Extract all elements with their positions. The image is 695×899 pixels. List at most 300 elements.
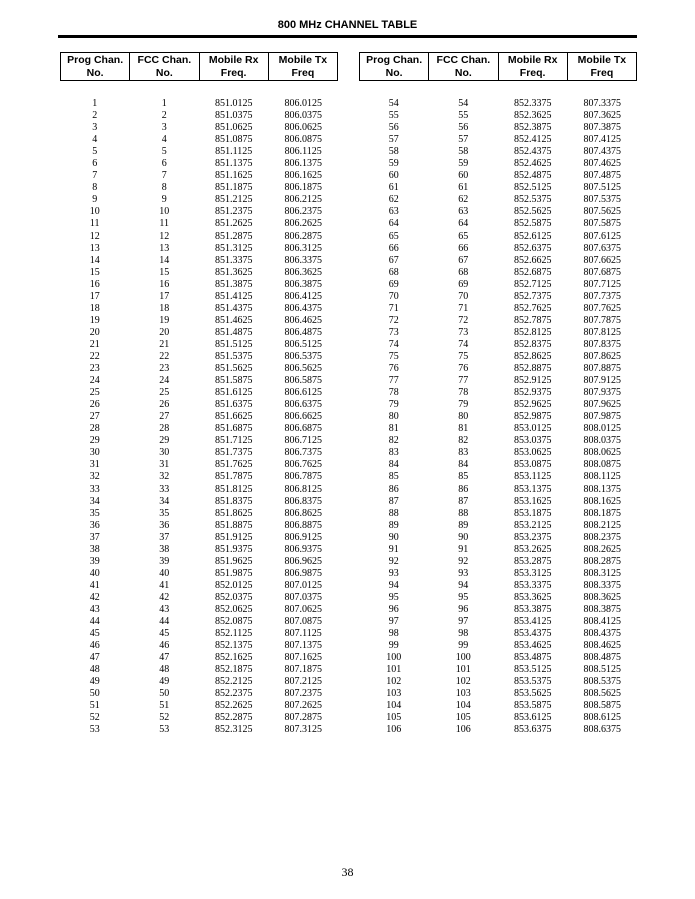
mobile-tx-cell: 806.4875: [284, 326, 322, 338]
table-row: [359, 218, 637, 230]
mobile-rx-cell: 852.0375: [215, 591, 253, 603]
prog-chan-cell: 33: [89, 483, 100, 495]
mobile-tx-cell: 806.6375: [284, 399, 322, 411]
prog-chan-cell: 13: [89, 242, 100, 254]
table-row: [359, 520, 637, 532]
mobile-rx-cell: 853.3625: [514, 591, 552, 603]
table-row: [60, 315, 338, 327]
mobile-rx-cell: 851.2875: [215, 230, 253, 242]
mobile-rx-cell: 851.8875: [215, 519, 253, 531]
mobile-rx-cell: 852.8125: [514, 326, 552, 338]
fcc-chan-cell: 19: [159, 314, 170, 326]
mobile-rx-cell: 851.6625: [215, 411, 253, 423]
table-row: [359, 231, 637, 243]
prog-chan-cell: 72: [388, 314, 399, 326]
mobile-rx-cell: 852.2875: [215, 712, 253, 724]
prog-chan-cell: 104: [386, 700, 402, 712]
header-fcc-chan: FCC Chan. No.: [428, 53, 497, 80]
mobile-rx-cell: 852.5875: [514, 218, 552, 230]
mobile-tx-cell: 806.9375: [284, 543, 322, 555]
mobile-rx-cell: 851.9625: [215, 555, 253, 567]
table-header: [60, 52, 338, 81]
table-row: [60, 447, 338, 459]
mobile-tx-cell: 807.1625: [284, 652, 322, 664]
table-row: [60, 712, 338, 724]
table-row: [60, 194, 338, 206]
mobile-rx-cell: 853.0125: [514, 423, 552, 435]
mobile-tx-cell: 808.4625: [583, 640, 621, 652]
mobile-rx-cell: 851.3875: [215, 278, 253, 290]
mobile-rx-cell: 851.1375: [215, 158, 253, 170]
mobile-tx-cell: 806.9625: [284, 555, 322, 567]
mobile-rx-cell: 852.5125: [514, 182, 552, 194]
fcc-chan-cell: 84: [458, 459, 469, 471]
table-row: [60, 339, 338, 351]
mobile-rx-cell: 853.5625: [514, 688, 552, 700]
prog-chan-cell: 97: [388, 616, 399, 628]
prog-chan-cell: 49: [89, 676, 100, 688]
mobile-rx-cell: 852.8375: [514, 338, 552, 350]
fcc-chan-cell: 22: [159, 350, 170, 362]
fcc-chan-cell: 101: [455, 664, 471, 676]
table-row: [359, 170, 637, 182]
prog-chan-cell: 94: [388, 579, 399, 591]
mobile-tx-cell: 808.1125: [583, 471, 621, 483]
table-row: [359, 110, 637, 122]
table-row: [359, 399, 637, 411]
table-row: [60, 628, 338, 640]
fcc-chan-cell: 106: [455, 724, 471, 736]
prog-chan-cell: 90: [388, 531, 399, 543]
mobile-tx-cell: 806.7375: [284, 447, 322, 459]
mobile-rx-cell: 853.5125: [514, 664, 552, 676]
fcc-chan-cell: 17: [159, 290, 170, 302]
mobile-tx-cell: 808.0625: [583, 447, 621, 459]
prog-chan-cell: 32: [89, 471, 100, 483]
prog-chan-cell: 36: [89, 519, 100, 531]
mobile-rx-cell: 851.4125: [215, 290, 253, 302]
mobile-rx-cell: 851.8375: [215, 495, 253, 507]
table-header: [359, 52, 637, 81]
mobile-rx-cell: 852.4125: [514, 134, 552, 146]
mobile-rx-cell: 852.2625: [215, 700, 253, 712]
prog-chan-cell: 26: [89, 399, 100, 411]
prog-chan-cell: 16: [89, 278, 100, 290]
prog-chan-cell: 101: [386, 664, 402, 676]
mobile-rx-cell: 853.4375: [514, 628, 552, 640]
fcc-chan-cell: 93: [458, 567, 469, 579]
mobile-tx-cell: 807.9875: [583, 411, 621, 423]
mobile-rx-cell: 852.7625: [514, 302, 552, 314]
prog-chan-cell: 39: [89, 555, 100, 567]
fcc-chan-cell: 91: [458, 543, 469, 555]
prog-chan-cell: 84: [388, 459, 399, 471]
fcc-chan-cell: 54: [458, 98, 469, 109]
mobile-rx-cell: 852.5625: [514, 206, 552, 218]
table-row: [359, 194, 637, 206]
prog-chan-cell: 58: [388, 146, 399, 158]
prog-chan-cell: 1: [92, 98, 98, 109]
mobile-rx-cell: 852.0625: [215, 603, 253, 615]
fcc-chan-cell: 61: [458, 182, 469, 194]
table-row: [60, 243, 338, 255]
prog-chan-cell: 73: [388, 326, 399, 338]
mobile-tx-cell: 806.7125: [284, 435, 322, 447]
prog-chan-cell: 79: [388, 399, 399, 411]
mobile-rx-cell: 852.2375: [215, 688, 253, 700]
fcc-chan-cell: 64: [458, 218, 469, 230]
mobile-rx-cell: 851.6875: [215, 423, 253, 435]
prog-chan-cell: 87: [388, 495, 399, 507]
prog-chan-cell: 25: [89, 387, 100, 399]
mobile-tx-cell: 808.2625: [583, 543, 621, 555]
prog-chan-cell: 74: [388, 338, 399, 350]
prog-chan-cell: 20: [89, 326, 100, 338]
prog-chan-cell: 68: [388, 266, 399, 278]
fcc-chan-cell: 82: [458, 435, 469, 447]
mobile-tx-cell: 807.4625: [583, 158, 621, 170]
prog-chan-cell: 18: [89, 302, 100, 314]
fcc-chan-cell: 57: [458, 134, 469, 146]
mobile-tx-cell: 806.7625: [284, 459, 322, 471]
fcc-chan-cell: 65: [458, 230, 469, 242]
table-row: [359, 122, 637, 134]
fcc-chan-cell: 87: [458, 495, 469, 507]
fcc-chan-cell: 81: [458, 423, 469, 435]
prog-chan-cell: 83: [388, 447, 399, 459]
fcc-chan-cell: 39: [159, 555, 170, 567]
prog-chan-cell: 77: [388, 375, 399, 387]
fcc-chan-cell: 42: [159, 591, 170, 603]
mobile-tx-cell: 807.2125: [284, 676, 322, 688]
mobile-rx-cell: 851.1625: [215, 170, 253, 182]
mobile-rx-cell: 852.1875: [215, 664, 253, 676]
mobile-tx-cell: 806.4375: [284, 302, 322, 314]
table-row: [60, 267, 338, 279]
mobile-rx-cell: 852.6625: [514, 254, 552, 266]
mobile-tx-cell: 807.6375: [583, 242, 621, 254]
fcc-chan-cell: 83: [458, 447, 469, 459]
prog-chan-cell: 7: [92, 170, 98, 182]
fcc-chan-cell: 104: [455, 700, 471, 712]
mobile-tx-cell: 806.6625: [284, 411, 322, 423]
prog-chan-cell: 10: [89, 206, 100, 218]
mobile-rx-cell: 851.9875: [215, 567, 253, 579]
mobile-tx-cell: 807.9125: [583, 375, 621, 387]
prog-chan-cell: 21: [89, 338, 100, 350]
mobile-rx-cell: 851.5375: [215, 350, 253, 362]
prog-chan-cell: 53: [89, 724, 100, 736]
table-row: [60, 98, 338, 110]
prog-chan-cell: 12: [89, 230, 100, 242]
fcc-chan-cell: 34: [159, 495, 170, 507]
mobile-rx-cell: 851.9125: [215, 531, 253, 543]
mobile-tx-cell: 806.0375: [284, 110, 322, 122]
header-mobile-rx: Mobile Rx Freq.: [498, 53, 567, 80]
mobile-rx-cell: 851.3625: [215, 266, 253, 278]
mobile-tx-cell: 807.9375: [583, 387, 621, 399]
mobile-rx-cell: 852.9625: [514, 399, 552, 411]
table-row: [359, 664, 637, 676]
fcc-chan-cell: 5: [161, 146, 167, 158]
mobile-tx-cell: 808.2875: [583, 555, 621, 567]
table-row: [359, 423, 637, 435]
table-row: [60, 568, 338, 580]
mobile-rx-cell: 851.2125: [215, 194, 253, 206]
table-row: [60, 375, 338, 387]
mobile-tx-cell: 808.0875: [583, 459, 621, 471]
prog-chan-cell: 38: [89, 543, 100, 555]
fcc-chan-cell: 21: [159, 338, 170, 350]
mobile-rx-cell: 851.4875: [215, 326, 253, 338]
prog-chan-cell: 102: [386, 676, 402, 688]
prog-chan-cell: 46: [89, 640, 100, 652]
mobile-tx-cell: 808.3875: [583, 603, 621, 615]
prog-chan-cell: 44: [89, 616, 100, 628]
mobile-tx-cell: 807.6875: [583, 266, 621, 278]
mobile-tx-cell: 808.0375: [583, 435, 621, 447]
fcc-chan-cell: 47: [159, 652, 170, 664]
mobile-rx-cell: 853.3375: [514, 579, 552, 591]
table-row: [359, 616, 637, 628]
mobile-rx-cell: 853.3875: [514, 603, 552, 615]
table-row: [60, 279, 338, 291]
mobile-rx-cell: 853.2375: [514, 531, 552, 543]
table-row: [359, 182, 637, 194]
table-row: [359, 556, 637, 568]
prog-chan-cell: 28: [89, 423, 100, 435]
table-row: [359, 146, 637, 158]
fcc-chan-cell: 78: [458, 387, 469, 399]
table-row: [359, 411, 637, 423]
mobile-rx-cell: 853.4875: [514, 652, 552, 664]
fcc-chan-cell: 105: [455, 712, 471, 724]
fcc-chan-cell: 7: [161, 170, 167, 182]
fcc-chan-cell: 13: [159, 242, 170, 254]
fcc-chan-cell: 85: [458, 471, 469, 483]
mobile-rx-cell: 851.3125: [215, 242, 253, 254]
prog-chan-cell: 3: [92, 122, 98, 134]
mobile-tx-cell: 806.5875: [284, 375, 322, 387]
mobile-tx-cell: 807.4875: [583, 170, 621, 182]
mobile-rx-cell: 851.6375: [215, 399, 253, 411]
fcc-chan-cell: 49: [159, 676, 170, 688]
mobile-rx-cell: 853.4125: [514, 616, 552, 628]
mobile-tx-cell: 807.5125: [583, 182, 621, 194]
table-row: [359, 98, 637, 110]
mobile-tx-cell: 806.3625: [284, 266, 322, 278]
page-title: 800 MHz CHANNEL TABLE: [277, 19, 418, 31]
prog-chan-cell: 47: [89, 652, 100, 664]
mobile-tx-cell: 808.5125: [583, 664, 621, 676]
fcc-chan-cell: 2: [161, 110, 167, 122]
prog-chan-cell: 82: [388, 435, 399, 447]
mobile-tx-cell: 806.9875: [284, 567, 322, 579]
prog-chan-cell: 5: [92, 146, 98, 158]
fcc-chan-cell: 92: [458, 555, 469, 567]
mobile-rx-cell: 852.4625: [514, 158, 552, 170]
prog-chan-cell: 80: [388, 411, 399, 423]
mobile-tx-cell: 808.4875: [583, 652, 621, 664]
table-row: [359, 471, 637, 483]
mobile-tx-cell: 807.1875: [284, 664, 322, 676]
table-row: [60, 508, 338, 520]
header-fcc-chan: FCC Chan. No.: [129, 53, 198, 80]
mobile-rx-cell: 852.9875: [514, 411, 552, 423]
fcc-chan-cell: 90: [458, 531, 469, 543]
fcc-chan-cell: 70: [458, 290, 469, 302]
prog-chan-cell: 41: [89, 579, 100, 591]
mobile-tx-cell: 808.4125: [583, 616, 621, 628]
mobile-tx-cell: 807.5375: [583, 194, 621, 206]
table-row: [60, 616, 338, 628]
title-rule: [58, 35, 637, 38]
fcc-chan-cell: 10: [159, 206, 170, 218]
mobile-rx-cell: 852.8625: [514, 350, 552, 362]
prog-chan-cell: 37: [89, 531, 100, 543]
fcc-chan-cell: 94: [458, 579, 469, 591]
fcc-chan-cell: 77: [458, 375, 469, 387]
table-row: [60, 471, 338, 483]
fcc-chan-cell: 46: [159, 640, 170, 652]
mobile-rx-cell: 851.7875: [215, 471, 253, 483]
mobile-rx-cell: 853.1625: [514, 495, 552, 507]
mobile-rx-cell: 853.1875: [514, 507, 552, 519]
prog-chan-cell: 50: [89, 688, 100, 700]
mobile-rx-cell: 851.0875: [215, 134, 253, 146]
prog-chan-cell: 56: [388, 122, 399, 134]
table-row: [60, 640, 338, 652]
table-row: [60, 459, 338, 471]
fcc-chan-cell: 68: [458, 266, 469, 278]
prog-chan-cell: 15: [89, 266, 100, 278]
table-row: [359, 279, 637, 291]
mobile-rx-cell: 852.1125: [215, 628, 253, 640]
mobile-rx-cell: 851.9375: [215, 543, 253, 555]
prog-chan-cell: 23: [89, 363, 100, 375]
table-row: [359, 447, 637, 459]
page-number: 38: [341, 865, 354, 879]
table-row: [359, 700, 637, 712]
table-body-right: [359, 98, 637, 736]
fcc-chan-cell: 95: [458, 591, 469, 603]
mobile-tx-cell: 808.1625: [583, 495, 621, 507]
mobile-tx-cell: 807.0125: [284, 579, 322, 591]
table-row: [359, 688, 637, 700]
mobile-rx-cell: 852.3125: [215, 724, 253, 736]
fcc-chan-cell: 12: [159, 230, 170, 242]
table-row: [60, 303, 338, 315]
fcc-chan-cell: 103: [455, 688, 471, 700]
fcc-chan-cell: 67: [458, 254, 469, 266]
fcc-chan-cell: 45: [159, 628, 170, 640]
table-row: [60, 255, 338, 267]
fcc-chan-cell: 8: [161, 182, 167, 194]
mobile-tx-cell: 807.7125: [583, 278, 621, 290]
mobile-rx-cell: 851.2375: [215, 206, 253, 218]
fcc-chan-cell: 14: [159, 254, 170, 266]
prog-chan-cell: 75: [388, 350, 399, 362]
fcc-chan-cell: 99: [458, 640, 469, 652]
mobile-tx-cell: 808.4375: [583, 628, 621, 640]
fcc-chan-cell: 43: [159, 603, 170, 615]
prog-chan-cell: 64: [388, 218, 399, 230]
table-row: [60, 724, 338, 736]
prog-chan-cell: 57: [388, 134, 399, 146]
table-row: [359, 327, 637, 339]
fcc-chan-cell: 3: [161, 122, 167, 134]
prog-chan-cell: 48: [89, 664, 100, 676]
table-row: [60, 110, 338, 122]
table-row: [359, 712, 637, 724]
mobile-tx-cell: 807.0875: [284, 616, 322, 628]
prog-chan-cell: 89: [388, 519, 399, 531]
prog-chan-cell: 9: [92, 194, 98, 206]
mobile-tx-cell: 807.6625: [583, 254, 621, 266]
table-row: [60, 688, 338, 700]
prog-chan-cell: 65: [388, 230, 399, 242]
fcc-chan-cell: 32: [159, 471, 170, 483]
mobile-rx-cell: 851.5125: [215, 338, 253, 350]
mobile-tx-cell: 808.3375: [583, 579, 621, 591]
mobile-rx-cell: 852.0875: [215, 616, 253, 628]
mobile-tx-cell: 806.1375: [284, 158, 322, 170]
mobile-tx-cell: 806.8125: [284, 483, 322, 495]
fcc-chan-cell: 15: [159, 266, 170, 278]
mobile-tx-cell: 807.0625: [284, 603, 322, 615]
mobile-rx-cell: 853.2625: [514, 543, 552, 555]
mobile-tx-cell: 807.7625: [583, 302, 621, 314]
prog-chan-cell: 11: [89, 218, 100, 230]
table-row: [359, 435, 637, 447]
prog-chan-cell: 100: [386, 652, 402, 664]
fcc-chan-cell: 76: [458, 363, 469, 375]
mobile-rx-cell: 851.8625: [215, 507, 253, 519]
table-row: [60, 592, 338, 604]
mobile-tx-cell: 807.1375: [284, 640, 322, 652]
mobile-rx-cell: 853.4625: [514, 640, 552, 652]
table-row: [60, 700, 338, 712]
prog-chan-cell: 61: [388, 182, 399, 194]
mobile-tx-cell: 806.9125: [284, 531, 322, 543]
prog-chan-cell: 60: [388, 170, 399, 182]
mobile-rx-cell: 852.6375: [514, 242, 552, 254]
mobile-tx-cell: 807.7375: [583, 290, 621, 302]
table-row: [60, 363, 338, 375]
fcc-chan-cell: 41: [159, 579, 170, 591]
fcc-chan-cell: 38: [159, 543, 170, 555]
mobile-rx-cell: 853.2875: [514, 555, 552, 567]
prog-chan-cell: 42: [89, 591, 100, 603]
fcc-chan-cell: 89: [458, 519, 469, 531]
mobile-rx-cell: 852.1375: [215, 640, 253, 652]
prog-chan-cell: 93: [388, 567, 399, 579]
table-row: [359, 339, 637, 351]
prog-chan-cell: 98: [388, 628, 399, 640]
table-row: [60, 676, 338, 688]
fcc-chan-cell: 4: [161, 134, 167, 146]
mobile-tx-cell: 806.4125: [284, 290, 322, 302]
mobile-rx-cell: 853.0625: [514, 447, 552, 459]
mobile-rx-cell: 851.0625: [215, 122, 253, 134]
fcc-chan-cell: 80: [458, 411, 469, 423]
fcc-chan-cell: 33: [159, 483, 170, 495]
mobile-tx-cell: 807.3125: [284, 724, 322, 736]
prog-chan-cell: 67: [388, 254, 399, 266]
table-row: [359, 387, 637, 399]
mobile-rx-cell: 853.2125: [514, 519, 552, 531]
mobile-tx-cell: 808.5375: [583, 676, 621, 688]
